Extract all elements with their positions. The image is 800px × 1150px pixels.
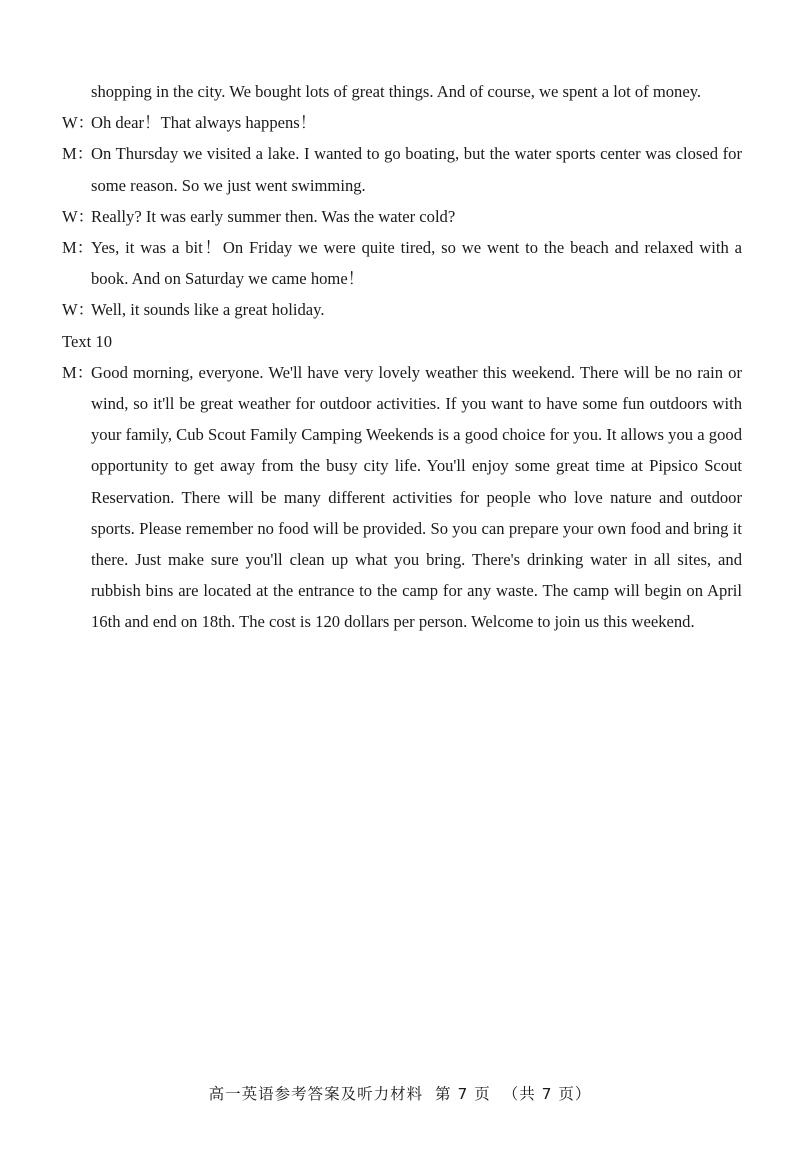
footer-page-total: （共 7 页） xyxy=(502,1085,592,1103)
transcript-body xyxy=(62,76,742,638)
speaker-label: M： xyxy=(62,144,94,164)
transcript-paragraph xyxy=(62,76,742,107)
speaker-label: M： xyxy=(62,362,94,382)
speaker-label: W： xyxy=(62,300,95,320)
footer-page-number: 第 7 页 xyxy=(435,1085,491,1103)
paragraph-text: shopping in the city. We bought lots of great things. And of course, we spent a lot of money. xyxy=(91,82,702,101)
transcript-paragraph xyxy=(62,232,742,294)
speaker-label: M： xyxy=(62,238,94,258)
page-footer xyxy=(0,1082,800,1104)
footer-title: 高一英语参考答案及听力材料 xyxy=(208,1085,424,1103)
speaker-label: W： xyxy=(62,113,95,133)
paragraph-text: Good morning, everyone. We'll have very lovely weather this weekend. There will be no rain or wind, so it'll be great weather for outdoor activities. If you want to have some fun outdoors with your family, Cub Scout Family Camping Weekends is a good choice for you. It allows you a good opportunity to get away from the busy city life. You'll enjoy some great time at Pipsico Scout Reservation. There will be many different activities for people who love nature and outdoor sports. Please remember no food will be provided. So you can prepare your own food and bring it there. Just make sure you'll clean up what you bring. There's drinking water in all sites, and rubbish bins are located at the entrance to the camp for any waste. The camp will begin on April 16th and end on 18th. The cost is 120 dollars per person. Welcome to join us this weekend. xyxy=(91,362,742,632)
paragraph-text: Oh dear！That always happens！ xyxy=(91,113,317,133)
transcript-paragraph xyxy=(62,201,742,232)
paragraph-text: Well, it sounds like a great holiday. xyxy=(91,300,325,320)
paragraph-text: Really? It was early summer then. Was the water cold? xyxy=(91,206,456,226)
paragraph-text: On Thursday we visited a lake. I wanted to go boating, but the water sports center was closed for some reason. So we just went swimming. xyxy=(91,144,742,195)
section-heading: Text 10 xyxy=(62,331,112,351)
paragraph-text: Yes, it was a bit！On Friday we were quite tired, so we went to the beach and relaxed with a book. And on Saturday we came home！ xyxy=(91,238,742,289)
transcript-paragraph xyxy=(62,138,742,200)
transcript-paragraph xyxy=(62,357,742,638)
transcript-paragraph xyxy=(62,107,742,138)
speaker-label: W： xyxy=(62,206,95,226)
transcript-paragraph xyxy=(62,294,742,325)
